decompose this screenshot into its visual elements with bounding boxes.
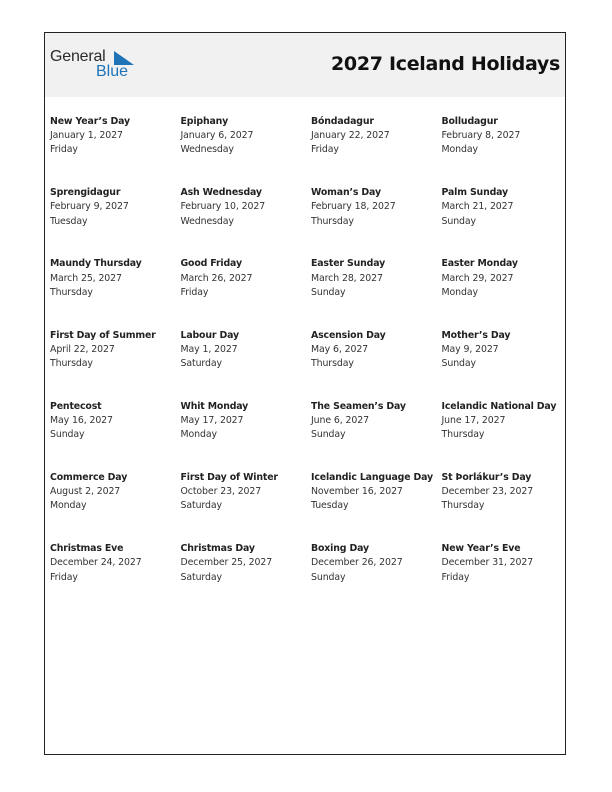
holiday-entry — [50, 542, 181, 613]
holiday-entry — [311, 471, 442, 542]
holiday-date: December 26, 2027 — [311, 557, 403, 569]
holiday-entry — [311, 115, 442, 186]
holiday-entry — [311, 186, 442, 257]
holiday-weekday: Friday — [441, 571, 470, 583]
holiday-weekday: Sunday — [441, 357, 476, 369]
holiday-weekday: Thursday — [50, 357, 93, 369]
holiday-name: Boxing Day — [311, 543, 369, 555]
holiday-entry — [442, 542, 562, 613]
holiday-name: Sprengidagur — [50, 187, 121, 199]
holiday-date: February 10, 2027 — [180, 201, 266, 213]
holiday-date: December 23, 2027 — [441, 486, 534, 498]
holiday-entry — [181, 257, 312, 328]
holiday-date: March 25, 2027 — [50, 272, 122, 284]
holiday-entry — [50, 186, 181, 257]
page-title: 2027 Iceland Holidays — [330, 53, 560, 75]
holiday-entry — [181, 542, 312, 613]
holiday-date: December 24, 2027 — [50, 557, 142, 569]
holiday-weekday: Tuesday — [311, 500, 349, 512]
holiday-name: First Day of Summer — [50, 329, 156, 341]
holiday-name: Good Friday — [180, 258, 242, 270]
holiday-entry — [311, 400, 442, 471]
holiday-entry — [181, 329, 312, 400]
holiday-name: Ash Wednesday — [180, 187, 262, 199]
holiday-date: May 9, 2027 — [441, 343, 499, 355]
holiday-weekday: Tuesday — [50, 215, 88, 227]
holiday-weekday: Monday — [441, 286, 478, 298]
holiday-weekday: Friday — [311, 144, 339, 156]
holiday-date: May 6, 2027 — [311, 343, 369, 355]
holiday-entry — [181, 186, 312, 257]
holiday-weekday: Thursday — [50, 286, 93, 298]
holiday-name: Maundy Thursday — [50, 258, 142, 270]
holiday-name: First Day of Winter — [180, 471, 278, 483]
holiday-weekday: Monday — [441, 144, 478, 156]
holiday-name: Epiphany — [180, 116, 229, 127]
holiday-date: June 17, 2027 — [441, 414, 506, 426]
logo-text-general: General — [50, 48, 106, 65]
holiday-entry — [311, 329, 442, 400]
holiday-date: February 9, 2027 — [50, 201, 129, 213]
holiday-weekday: Sunday — [441, 215, 476, 227]
holiday-name: Pentecost — [50, 400, 102, 412]
holiday-weekday: Thursday — [441, 429, 485, 441]
holiday-date: May 16, 2027 — [50, 414, 113, 426]
holiday-date: August 2, 2027 — [50, 486, 121, 498]
holiday-entry — [50, 257, 181, 328]
holiday-weekday: Sunday — [311, 429, 346, 441]
holiday-weekday: Friday — [50, 571, 78, 583]
holiday-name: Christmas Day — [180, 543, 255, 555]
holiday-weekday: Saturday — [180, 357, 222, 369]
page-frame — [44, 32, 566, 755]
holiday-weekday: Friday — [180, 286, 209, 298]
holiday-entry — [442, 186, 562, 257]
holiday-date: March 21, 2027 — [441, 201, 514, 213]
holiday-name: New Year’s Eve — [441, 543, 521, 555]
holiday-name: Palm Sunday — [441, 187, 509, 199]
page-header — [45, 33, 565, 97]
holiday-date: April 22, 2027 — [50, 343, 115, 355]
holiday-entry — [50, 400, 181, 471]
holiday-entry — [311, 257, 442, 328]
holiday-date: January 6, 2027 — [180, 130, 254, 142]
holiday-weekday: Thursday — [441, 500, 485, 512]
holiday-date: November 16, 2027 — [311, 486, 403, 498]
holiday-name: Bóndadagur — [311, 116, 374, 127]
holiday-entry — [311, 542, 442, 613]
holiday-weekday: Wednesday — [180, 215, 234, 227]
holiday-weekday: Monday — [180, 429, 217, 441]
holiday-date: May 1, 2027 — [180, 343, 238, 355]
holiday-entry — [50, 471, 181, 542]
holiday-date: October 23, 2027 — [180, 486, 262, 498]
holiday-name: Labour Day — [180, 329, 239, 341]
holiday-entry — [442, 400, 562, 471]
holiday-date: March 26, 2027 — [180, 272, 253, 284]
holiday-name: Whit Monday — [180, 400, 249, 412]
holiday-weekday: Monday — [50, 500, 87, 512]
holiday-weekday: Wednesday — [180, 144, 234, 156]
holiday-entry — [442, 257, 562, 328]
holiday-entry — [50, 329, 181, 400]
holiday-name: St Þorlákur’s Day — [441, 471, 532, 483]
holiday-name: Woman’s Day — [311, 187, 381, 199]
holiday-name: Commerce Day — [50, 471, 128, 483]
holiday-name: Icelandic National Day — [441, 400, 557, 412]
holiday-weekday: Thursday — [311, 357, 354, 369]
holiday-name: Mother’s Day — [441, 329, 511, 341]
generalblue-logo — [50, 48, 140, 84]
holiday-entry — [181, 471, 312, 542]
holiday-date: December 25, 2027 — [180, 557, 273, 569]
holiday-name: Easter Sunday — [311, 258, 386, 270]
holiday-entry — [442, 329, 562, 400]
holiday-date: May 17, 2027 — [180, 414, 244, 426]
holiday-weekday: Sunday — [50, 429, 85, 441]
holiday-name: New Year’s Day — [50, 116, 130, 127]
holiday-grid — [50, 115, 562, 613]
holiday-entry — [442, 471, 562, 542]
holiday-entry — [50, 115, 181, 186]
holiday-weekday: Friday — [50, 144, 78, 156]
holiday-date: June 6, 2027 — [311, 414, 369, 426]
holiday-name: The Seamen’s Day — [311, 400, 406, 412]
holiday-date: March 29, 2027 — [441, 272, 514, 284]
holiday-name: Christmas Eve — [50, 543, 124, 555]
holiday-weekday: Sunday — [311, 286, 346, 298]
holiday-weekday: Sunday — [311, 571, 346, 583]
holiday-name: Icelandic Language Day — [311, 471, 434, 483]
holiday-name: Ascension Day — [311, 329, 386, 341]
holiday-weekday: Saturday — [180, 500, 222, 512]
holiday-date: February 18, 2027 — [311, 201, 396, 213]
holiday-date: March 28, 2027 — [311, 272, 383, 284]
holiday-date: December 31, 2027 — [441, 557, 534, 569]
holiday-entry — [181, 115, 312, 186]
holiday-date: February 8, 2027 — [441, 130, 521, 142]
holiday-weekday: Saturday — [180, 571, 222, 583]
holiday-entry — [181, 400, 312, 471]
holiday-weekday: Thursday — [311, 215, 354, 227]
holiday-date: January 22, 2027 — [311, 130, 390, 142]
holiday-entry — [442, 115, 562, 186]
logo-text-blue: Blue — [96, 63, 129, 80]
holiday-date: January 1, 2027 — [50, 130, 123, 142]
holiday-name: Bolludagur — [441, 116, 498, 127]
holiday-name: Easter Monday — [441, 258, 518, 270]
